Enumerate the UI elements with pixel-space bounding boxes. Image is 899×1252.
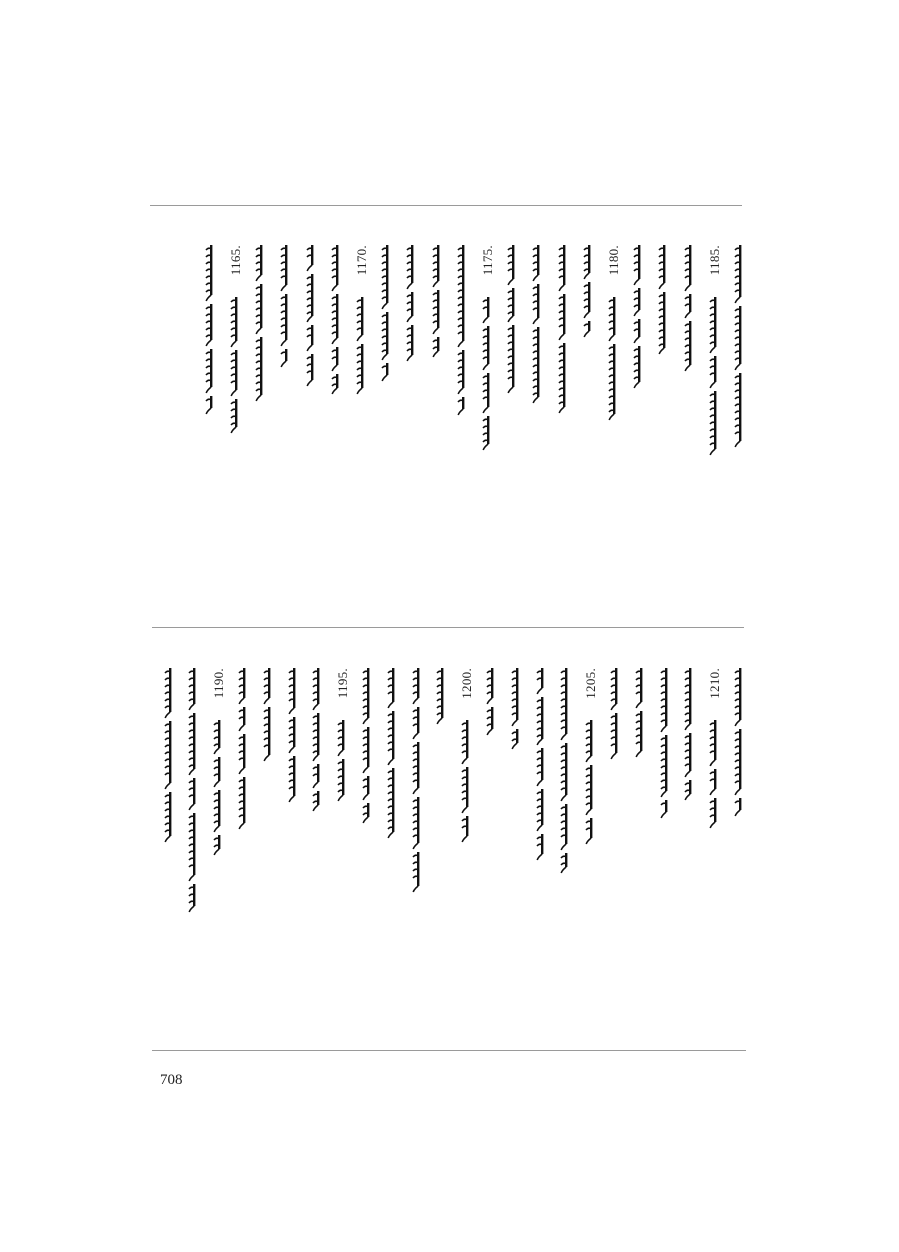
script-word xyxy=(332,294,338,344)
script-word xyxy=(388,768,394,838)
script-glyphs xyxy=(280,245,292,371)
script-word xyxy=(537,748,543,786)
script-glyphs xyxy=(608,297,620,424)
script-word xyxy=(586,818,592,844)
script-word xyxy=(239,734,245,774)
verse-column xyxy=(480,245,496,615)
script-word xyxy=(363,668,369,724)
verse-column xyxy=(186,668,202,1038)
script-word xyxy=(231,399,237,433)
script-glyphs xyxy=(432,245,444,361)
script-word xyxy=(437,668,443,724)
script-word xyxy=(487,668,493,704)
verse-column xyxy=(581,245,597,615)
line-number: 1200. xyxy=(459,668,475,699)
script-word xyxy=(710,769,716,795)
script-word xyxy=(433,245,439,287)
line-number: 1165. xyxy=(228,245,243,276)
verse-column xyxy=(631,245,647,615)
script-word xyxy=(710,798,716,828)
script-word xyxy=(634,245,640,285)
script-word xyxy=(407,325,413,361)
script-glyphs xyxy=(709,297,721,459)
line-number: 1205. xyxy=(583,668,599,699)
verse-column xyxy=(203,245,219,615)
verse-column xyxy=(404,245,420,615)
script-word xyxy=(508,288,514,322)
script-word xyxy=(338,720,344,756)
script-word xyxy=(239,777,245,829)
verse-column xyxy=(261,668,277,1038)
verse-column xyxy=(534,668,550,1038)
script-word xyxy=(636,668,642,708)
verse-column xyxy=(459,668,475,1038)
script-word xyxy=(382,245,388,309)
verse-column xyxy=(682,245,698,615)
script-word xyxy=(609,297,615,341)
script-word xyxy=(685,733,691,777)
script-glyphs xyxy=(658,245,670,358)
script-word xyxy=(281,294,287,346)
script-word xyxy=(239,668,245,704)
script-word xyxy=(231,297,237,347)
script-word xyxy=(487,707,493,735)
script-glyphs xyxy=(288,668,300,806)
verse-column xyxy=(509,668,525,1038)
script-glyphs xyxy=(205,245,217,418)
script-word xyxy=(561,668,567,740)
script-word xyxy=(584,245,590,279)
verse-column xyxy=(379,245,395,615)
script-word xyxy=(413,797,419,849)
script-word xyxy=(413,668,419,704)
script-word xyxy=(584,282,590,318)
script-glyphs xyxy=(263,668,275,765)
verse-column xyxy=(505,245,521,615)
script-word xyxy=(458,350,464,394)
script-glyphs xyxy=(709,720,721,832)
script-word xyxy=(239,707,245,731)
script-word xyxy=(685,321,691,371)
verse-column xyxy=(707,668,723,1038)
verse-column xyxy=(556,245,572,615)
verse-column xyxy=(360,668,376,1038)
script-word xyxy=(533,327,539,403)
script-word xyxy=(189,713,195,775)
script-glyphs xyxy=(230,297,242,437)
line-number: 1180. xyxy=(606,245,621,276)
script-glyphs xyxy=(583,245,595,341)
script-word xyxy=(533,284,539,324)
script-word xyxy=(206,245,212,301)
verse-column xyxy=(354,245,370,615)
script-word xyxy=(483,373,489,413)
script-word xyxy=(508,325,514,393)
script-word xyxy=(189,813,195,881)
verse-column xyxy=(329,245,345,615)
script-word xyxy=(685,780,691,800)
script-word xyxy=(313,764,319,788)
script-word xyxy=(559,343,565,413)
script-word xyxy=(661,668,667,732)
top-rule xyxy=(150,205,742,206)
verse-column xyxy=(633,668,649,1038)
script-word xyxy=(685,294,691,318)
script-word xyxy=(537,668,543,694)
script-word xyxy=(313,713,319,761)
script-word xyxy=(537,789,543,831)
script-word xyxy=(413,707,419,739)
script-word xyxy=(559,294,565,340)
script-word xyxy=(264,668,270,704)
script-word xyxy=(735,668,741,726)
script-word xyxy=(561,743,567,801)
script-word xyxy=(735,798,741,816)
script-word xyxy=(189,668,195,710)
script-word xyxy=(433,337,439,357)
script-word xyxy=(537,834,543,860)
script-word xyxy=(561,853,567,873)
script-glyphs xyxy=(461,720,473,846)
script-word xyxy=(214,790,220,832)
script-glyphs xyxy=(188,668,200,916)
script-glyphs xyxy=(633,245,645,392)
script-word xyxy=(458,245,464,347)
verse-column xyxy=(682,668,698,1038)
script-glyphs xyxy=(734,245,746,451)
script-glyphs xyxy=(660,668,672,822)
script-word xyxy=(189,778,195,810)
line-number: 1190. xyxy=(211,668,227,699)
script-word xyxy=(661,735,667,797)
script-word xyxy=(586,765,592,815)
script-glyphs xyxy=(560,668,572,877)
script-word xyxy=(413,852,419,892)
verse-column xyxy=(558,668,574,1038)
script-word xyxy=(307,325,313,351)
script-word xyxy=(537,697,543,745)
script-word xyxy=(289,717,295,753)
script-word xyxy=(413,742,419,794)
script-word xyxy=(388,711,394,765)
script-word xyxy=(636,711,642,757)
script-glyphs xyxy=(306,245,318,390)
script-word xyxy=(561,804,567,850)
verse-column xyxy=(608,668,624,1038)
script-word xyxy=(685,668,691,730)
script-glyphs xyxy=(331,245,343,398)
script-glyphs xyxy=(362,668,374,827)
script-glyphs xyxy=(585,720,597,848)
script-glyphs xyxy=(610,668,622,763)
script-word xyxy=(214,757,220,787)
middle-rule xyxy=(152,627,744,628)
verse-column xyxy=(304,245,320,615)
verse-column xyxy=(385,668,401,1038)
script-word xyxy=(264,707,270,761)
verse-column xyxy=(430,245,446,615)
verse-column xyxy=(434,668,450,1038)
script-word xyxy=(206,396,212,414)
script-word xyxy=(256,245,262,281)
script-glyphs xyxy=(381,245,393,385)
verse-column xyxy=(732,668,748,1038)
script-word xyxy=(584,321,590,337)
script-word xyxy=(231,350,237,396)
script-word xyxy=(388,668,394,708)
script-word xyxy=(307,354,313,386)
script-glyphs xyxy=(412,668,424,896)
script-glyphs xyxy=(536,668,548,864)
script-word xyxy=(363,776,369,800)
script-glyphs xyxy=(337,720,349,805)
script-word xyxy=(332,347,338,371)
script-word xyxy=(710,720,716,766)
script-word xyxy=(289,668,295,714)
verse-column xyxy=(286,668,302,1038)
script-glyphs xyxy=(511,668,523,753)
script-word xyxy=(206,304,212,346)
script-word xyxy=(407,245,413,289)
script-word xyxy=(508,245,514,285)
script-glyphs xyxy=(558,245,570,417)
verse-column xyxy=(484,668,500,1038)
script-word xyxy=(214,720,220,754)
script-glyphs xyxy=(684,668,696,804)
script-word xyxy=(433,290,439,334)
verse-column xyxy=(410,668,426,1038)
verse-column xyxy=(583,668,599,1038)
script-glyphs xyxy=(213,720,225,859)
upper-verse-block xyxy=(160,245,750,615)
script-word xyxy=(307,245,313,271)
line-number: 1170. xyxy=(354,245,369,276)
script-word xyxy=(313,791,319,811)
line-number: 1210. xyxy=(707,668,723,699)
verse-column xyxy=(335,668,351,1038)
script-word xyxy=(609,344,615,420)
verse-column xyxy=(530,245,546,615)
script-word xyxy=(735,729,741,795)
verse-column xyxy=(211,668,227,1038)
script-glyphs xyxy=(406,245,418,365)
verse-column xyxy=(455,245,471,615)
script-glyphs xyxy=(164,668,176,846)
script-glyphs xyxy=(684,245,696,375)
script-word xyxy=(407,292,413,322)
script-word xyxy=(332,245,338,291)
script-word xyxy=(382,312,388,360)
page-number: 708 xyxy=(160,1072,183,1088)
script-word xyxy=(685,245,691,291)
script-word xyxy=(634,319,640,343)
script-word xyxy=(710,356,716,388)
script-word xyxy=(189,884,195,912)
script-word xyxy=(214,835,220,855)
script-glyphs xyxy=(635,668,647,761)
script-glyphs xyxy=(255,245,267,405)
lower-verse-block xyxy=(160,668,750,1038)
script-word xyxy=(483,297,489,323)
script-word xyxy=(483,416,489,450)
script-glyphs xyxy=(507,245,519,397)
script-word xyxy=(458,397,464,415)
verse-column xyxy=(732,245,748,615)
verse-column xyxy=(606,245,622,615)
script-glyphs xyxy=(486,668,498,739)
verse-column xyxy=(310,668,326,1038)
script-word xyxy=(281,349,287,367)
script-word xyxy=(338,759,344,801)
script-word xyxy=(559,245,565,291)
script-word xyxy=(206,349,212,393)
verse-column xyxy=(278,245,294,615)
script-glyphs xyxy=(312,668,324,815)
script-word xyxy=(512,729,518,749)
script-word xyxy=(611,713,617,759)
line-number: 1185. xyxy=(706,245,722,276)
script-word xyxy=(462,767,468,813)
verse-column xyxy=(253,245,269,615)
script-glyphs xyxy=(457,245,469,419)
script-glyphs xyxy=(387,668,399,842)
verse-column xyxy=(228,245,244,615)
script-word xyxy=(313,668,319,710)
script-word xyxy=(661,800,667,818)
script-word xyxy=(363,803,369,823)
line-number: 1175. xyxy=(480,245,495,276)
script-word xyxy=(533,245,539,281)
script-glyphs xyxy=(482,297,494,454)
script-word xyxy=(634,346,640,388)
script-word xyxy=(710,297,716,353)
script-word xyxy=(363,727,369,773)
script-word xyxy=(659,245,665,289)
script-glyphs xyxy=(734,668,746,820)
script-word xyxy=(165,668,171,718)
script-word xyxy=(462,720,468,764)
script-word xyxy=(281,245,287,291)
script-word xyxy=(289,756,295,802)
script-word xyxy=(586,720,592,762)
script-word xyxy=(256,284,262,334)
script-word xyxy=(735,373,741,447)
script-word xyxy=(357,344,363,394)
script-word xyxy=(710,391,716,455)
script-word xyxy=(483,326,489,370)
verse-column xyxy=(162,668,178,1038)
script-word xyxy=(382,363,388,381)
script-word xyxy=(165,721,171,789)
line-number: 1195. xyxy=(335,668,351,699)
script-word xyxy=(256,337,262,401)
script-word xyxy=(735,245,741,303)
script-word xyxy=(307,274,313,322)
verse-column xyxy=(658,668,674,1038)
script-glyphs xyxy=(356,297,368,398)
script-word xyxy=(659,292,665,354)
verse-column xyxy=(707,245,723,615)
script-glyphs xyxy=(436,668,448,728)
script-word xyxy=(634,288,640,316)
verse-column xyxy=(236,668,252,1038)
script-word xyxy=(512,668,518,726)
script-word xyxy=(735,306,741,370)
script-word xyxy=(357,297,363,341)
script-word xyxy=(462,816,468,842)
bottom-rule xyxy=(152,1050,746,1051)
script-glyphs xyxy=(238,668,250,833)
script-glyphs xyxy=(532,245,544,407)
script-word xyxy=(165,792,171,842)
script-word xyxy=(332,374,338,394)
verse-column xyxy=(656,245,672,615)
script-word xyxy=(611,668,617,710)
